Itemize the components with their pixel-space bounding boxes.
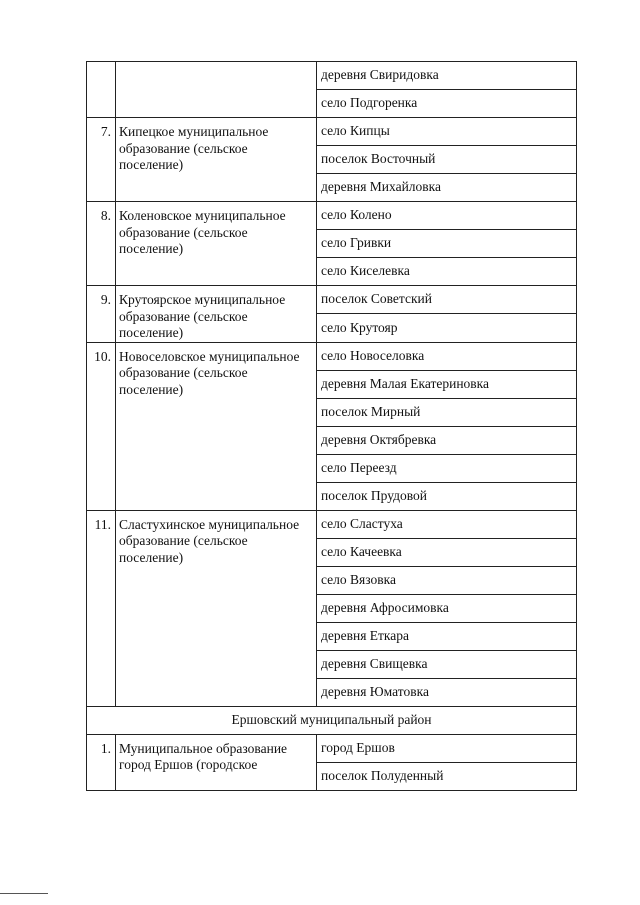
district-name: Ершовский муниципальный район [87, 706, 577, 734]
settlement-name: деревня Афросимовка [317, 594, 577, 622]
row-number: 1. [87, 734, 116, 790]
table-row [87, 118, 577, 146]
row-number: 9. [87, 286, 116, 343]
settlement-name: поселок Мирный [317, 398, 577, 426]
row-number: 10. [87, 342, 116, 510]
settlement-name: село Кипцы [317, 118, 577, 146]
municipality-name: Крутоярское муниципальное образование (сельское поселение) [116, 286, 317, 343]
municipality-name: Кипецкое муниципальное образование (сельское поселение) [116, 118, 317, 202]
settlement-name: село Колено [317, 202, 577, 230]
settlement-name: город Ершов [317, 734, 577, 762]
municipality-name: Коленовское муниципальное образование (сельское поселение) [116, 202, 317, 286]
municipality-name: Сластухинское муниципальное образование (сельское поселение) [116, 510, 317, 706]
settlement-name: деревня Свищевка [317, 650, 577, 678]
settlements-table [86, 61, 577, 791]
settlement-name: село Гривки [317, 230, 577, 258]
district-header-row [87, 706, 577, 734]
settlement-name: село Крутояр [317, 314, 577, 342]
settlement-name: село Качеевка [317, 538, 577, 566]
municipality-name [116, 62, 317, 118]
settlement-name: село Киселевка [317, 258, 577, 286]
table-row [87, 202, 577, 230]
settlement-name: деревня Еткара [317, 622, 577, 650]
table-row [87, 734, 577, 762]
table-body [87, 62, 577, 791]
municipality-name: Муниципальное образование город Ершов (городское [116, 734, 317, 790]
settlement-name: село Вязовка [317, 566, 577, 594]
table-row [87, 286, 577, 314]
settlement-name: село Подгоренка [317, 90, 577, 118]
settlement-name: поселок Полуденный [317, 762, 577, 790]
footer-rule [0, 893, 48, 894]
table-row [87, 62, 577, 90]
settlement-name: село Переезд [317, 454, 577, 482]
table-row [87, 342, 577, 370]
settlement-name: село Сластуха [317, 510, 577, 538]
row-number: 7. [87, 118, 116, 202]
row-number: 11. [87, 510, 116, 706]
settlement-name: поселок Восточный [317, 146, 577, 174]
table-row [87, 510, 577, 538]
settlement-name: деревня Михайловка [317, 174, 577, 202]
municipality-name: Новоселовское муниципальное образование (сельское поселение) [116, 342, 317, 510]
row-number [87, 62, 116, 118]
settlement-name: поселок Прудовой [317, 482, 577, 510]
settlement-name: село Новоселовка [317, 342, 577, 370]
row-number: 8. [87, 202, 116, 286]
settlement-name: деревня Малая Екатериновка [317, 370, 577, 398]
settlement-name: поселок Советский [317, 286, 577, 314]
settlement-name: деревня Свиридовка [317, 62, 577, 90]
settlement-name: деревня Юматовка [317, 678, 577, 706]
settlement-name: деревня Октябревка [317, 426, 577, 454]
